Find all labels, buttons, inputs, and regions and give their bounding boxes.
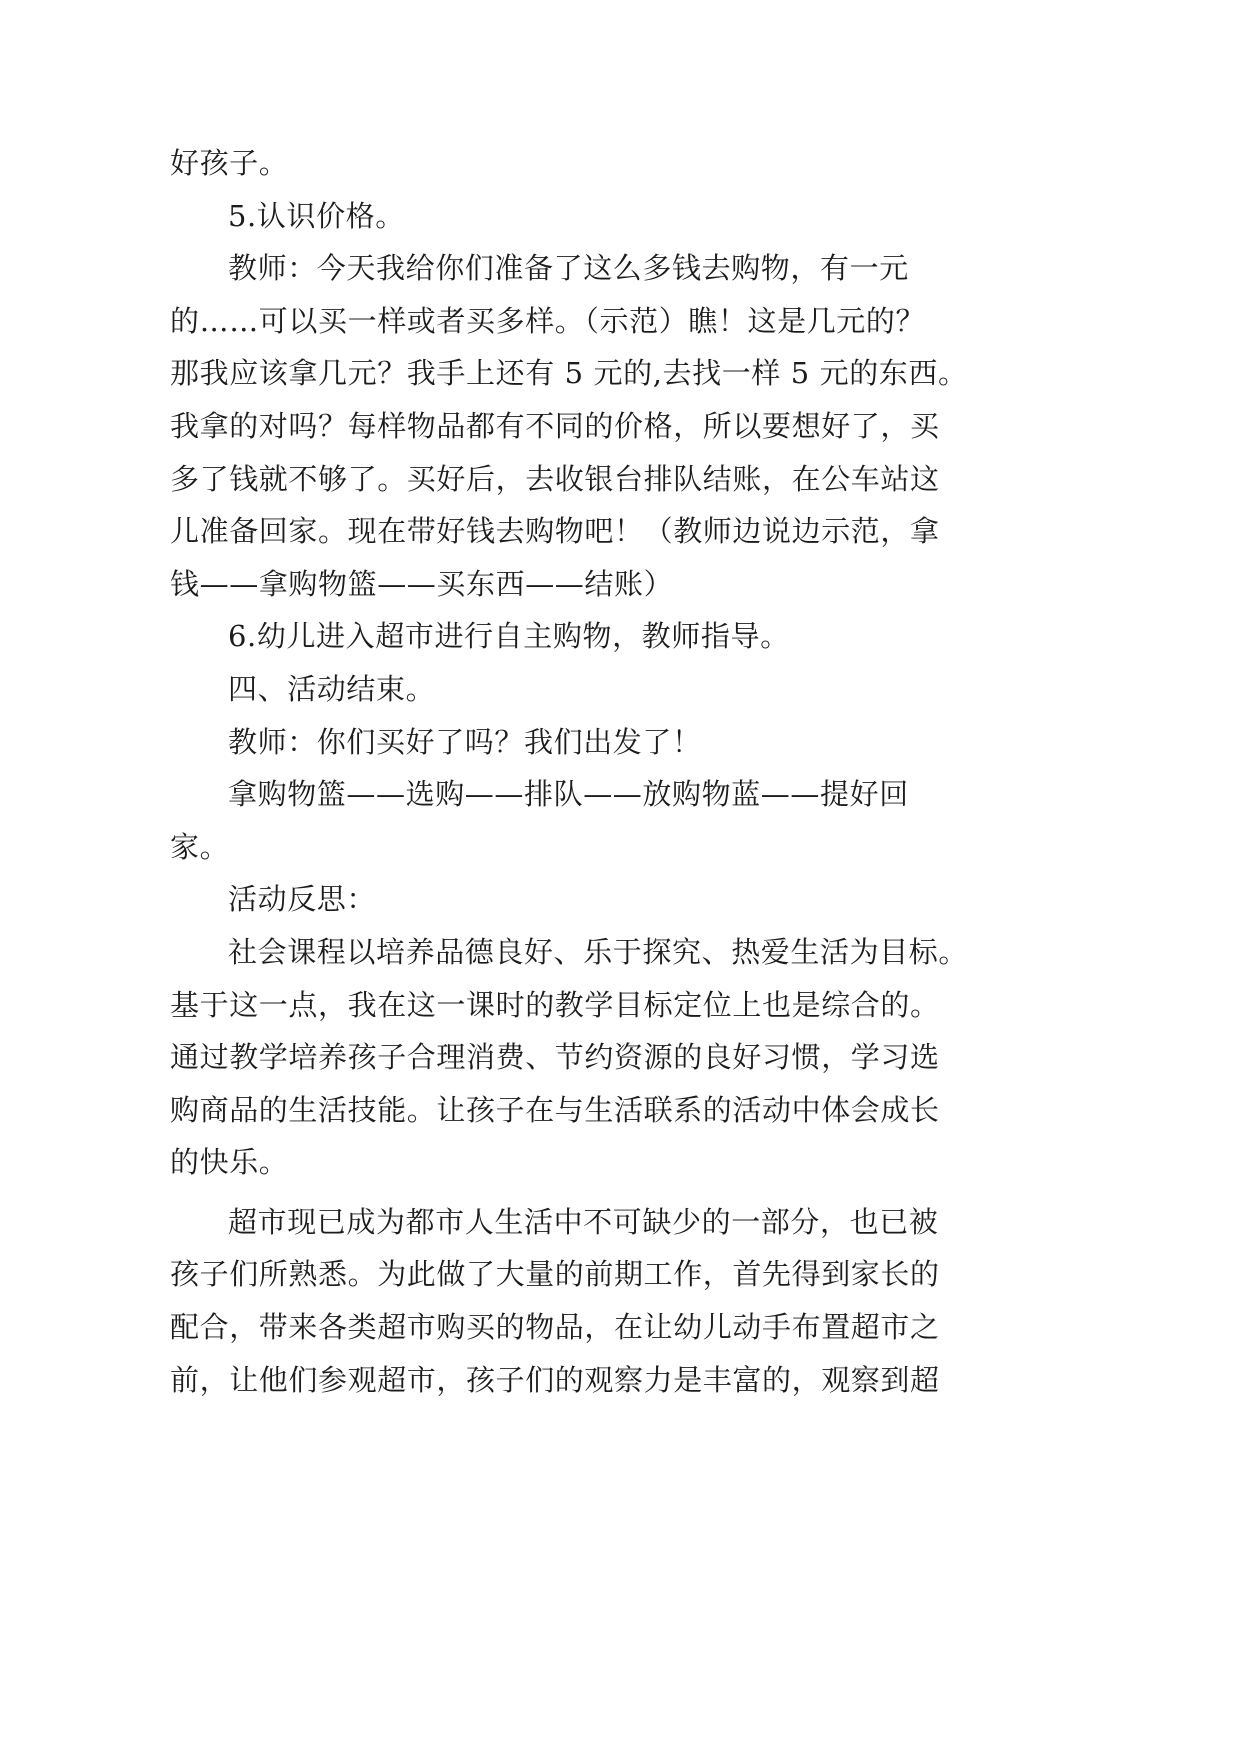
text-line: 教师：今天我给你们准备了这么多钱去购物，有一元 — [228, 251, 909, 286]
section-heading-activity-end — [170, 663, 1070, 716]
text-line: 那我应该拿几元？我手上还有 5 元的,去找一样 5 元的东西。 — [170, 356, 968, 391]
text-line: 6.幼儿进入超市进行自主购物，教师指导。 — [228, 619, 790, 654]
text-line: 活动反思： — [228, 882, 377, 917]
text-line: 5.认识价格。 — [228, 198, 405, 233]
teacher-dialogue-paragraph — [170, 242, 1070, 610]
text-line: 好孩子。 — [170, 146, 289, 180]
text-line: 我拿的对吗？每样物品都有不同的价格，所以要想好了，买 — [170, 408, 940, 443]
text-line: 多了钱就不够了。买好后，去收银台排队结账，在公车站这 — [170, 461, 940, 496]
step-heading-recognize-price — [170, 190, 1070, 243]
text-line: 家。 — [170, 829, 230, 864]
text-line: 社会课程以培养品德良好、乐于探究、热爱生活为目标。 — [228, 934, 969, 969]
shopping-flow-paragraph — [170, 768, 1070, 873]
text-line: 拿购物篮——选购——排队——放购物蓝——提好回 — [228, 777, 909, 812]
text-line: 的……可以买一样或者买多样。（示范）瞧！这是几元的？ — [170, 303, 926, 338]
text-line: 前，让他们参观超市，孩子们的观察力是丰富的，观察到超 — [170, 1362, 940, 1397]
text-line: 超市现已成为都市人生活中不可缺少的一部分，也已被 — [228, 1204, 939, 1239]
text-line: 儿准备回家。现在带好钱去购物吧！（教师边说边示范，拿 — [170, 514, 940, 549]
text-line: 通过教学培养孩子合理消费、节约资源的良好习惯，学习选 — [170, 1040, 940, 1075]
text-line: 购商品的生活技能。让孩子在与生活联系的活动中体会成长 — [170, 1092, 940, 1127]
text-line: 基于这一点，我在这一课时的教学目标定位上也是综合的。 — [170, 987, 940, 1022]
text-line: 孩子们所熟悉。为此做了大量的前期工作，首先得到家长的 — [170, 1257, 940, 1292]
text-line: 教师：你们买好了吗？我们出发了！ — [228, 724, 702, 759]
text-line: 的快乐。 — [170, 1145, 289, 1180]
reflection-paragraph-supermarket — [170, 1196, 1070, 1406]
reflection-paragraph — [170, 926, 1070, 1189]
step-heading-free-shopping — [170, 610, 1070, 663]
paragraph-continuation — [170, 137, 1070, 190]
text-line: 钱——拿购物篮——买东西——结账） — [170, 566, 674, 601]
text-line: 四、活动结束。 — [228, 671, 436, 706]
text-line: 配合，带来各类超市购买的物品，在让幼儿动手布置超市之 — [170, 1310, 940, 1345]
teacher-line — [170, 716, 1070, 769]
reflection-heading — [170, 873, 1070, 926]
document-page — [170, 137, 1070, 1406]
